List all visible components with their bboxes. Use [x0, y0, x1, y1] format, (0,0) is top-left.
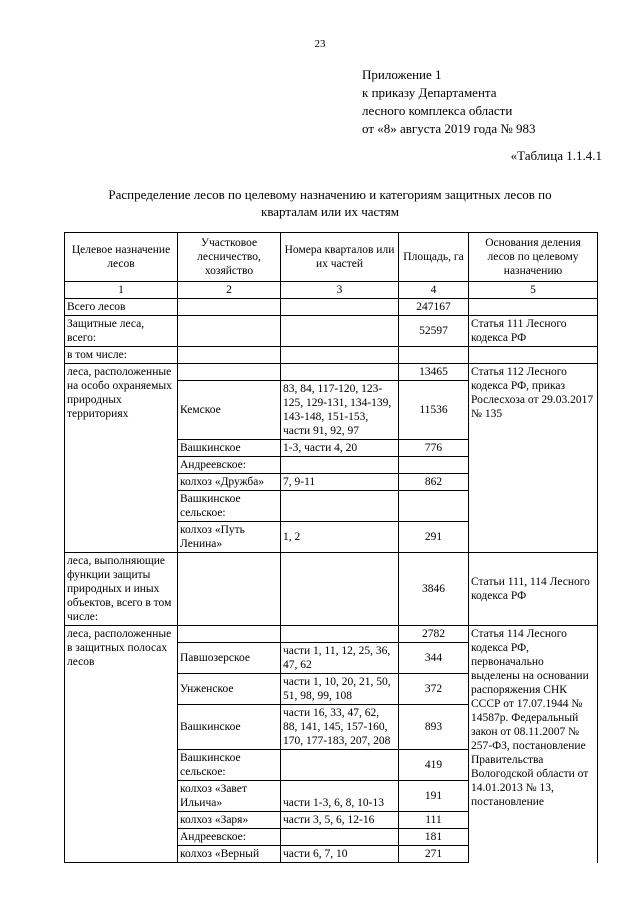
header-basis: Основания деления лесов по целевому назначению	[469, 233, 598, 282]
area-cell: 111	[399, 812, 469, 829]
appendix-line: к приказу Департамента	[362, 85, 497, 100]
forestry-cell: Кемское	[178, 381, 281, 440]
col-number: 3	[281, 282, 399, 299]
forestry-cell: Вашкинское	[178, 440, 281, 457]
area-cell: 11536	[399, 381, 469, 440]
quarters-cell: 1-3, части 4, 20	[281, 440, 399, 457]
quarters-cell: части 6, 7, 10	[281, 846, 399, 863]
table-row	[65, 299, 598, 316]
table-row	[65, 316, 598, 347]
area-cell: 372	[399, 674, 469, 705]
purpose-cell: Всего лесов	[65, 299, 178, 316]
col-number: 5	[469, 282, 598, 299]
quarters-cell: 83, 84, 117-120, 123-125, 129-131, 134-139, 143-148, 151-153, части 91, 92, 97	[281, 381, 399, 440]
forestry-cell: Унженское	[178, 674, 281, 705]
area-cell: 271	[399, 846, 469, 863]
area-cell: 3846	[399, 553, 469, 626]
table-row	[65, 553, 598, 626]
quarters-cell: части 1, 11, 12, 25, 36, 47, 62	[281, 643, 399, 674]
document-title	[60, 186, 600, 220]
title-line: кварталам или их частям	[261, 204, 399, 219]
quarters-cell: 1, 2	[281, 522, 399, 553]
appendix-line: Приложение 1	[362, 67, 442, 82]
col-number: 1	[65, 282, 178, 299]
purpose-cell: леса, расположенные на особо охраняемых природных территориях	[65, 364, 178, 553]
area-cell: 862	[399, 474, 469, 491]
forestry-cell: Андреевское:	[178, 457, 281, 474]
forestry-cell: колхоз «Завет Ильича»	[178, 781, 281, 812]
forestry-cell: колхоз «Путь Ленина»	[178, 522, 281, 553]
area-cell: 344	[399, 643, 469, 674]
quarters-cell: 7, 9-11	[281, 474, 399, 491]
quarters-cell: части 16, 33, 47, 62, 88, 141, 145, 157-160, 170, 177-183, 207, 208	[281, 705, 399, 750]
quarters-cell: части 3, 5, 6, 12-16	[281, 812, 399, 829]
purpose-cell: Защитные леса, всего:	[65, 316, 178, 347]
basis-cell: Статья 112 Лесного кодекса РФ, приказ Рослесхоза от 29.03.2017 № 135	[469, 364, 598, 553]
area-cell: 419	[399, 750, 469, 781]
area-cell: 291	[399, 522, 469, 553]
title-line: Распределение лесов по целевому назначению и категориям защитных лесов по	[108, 187, 552, 202]
forestry-cell: Вашкинское сельское:	[178, 750, 281, 781]
table-id: «Таблица 1.1.4.1	[510, 148, 602, 163]
forestry-cell: колхоз «Заря»	[178, 812, 281, 829]
area-cell: 191	[399, 781, 469, 812]
purpose-cell: леса, выполняющие функции защиты природных и иных объектов, всего в том числе:	[65, 553, 178, 626]
forestry-cell: Вашкинское	[178, 705, 281, 750]
table-header-row	[65, 233, 598, 282]
area-cell: 2782	[399, 626, 469, 643]
appendix-header	[362, 66, 536, 138]
column-number-row	[65, 282, 598, 299]
area-cell: 52597	[399, 316, 469, 347]
purpose-cell: леса, расположенные в защитных полосах лесов	[65, 626, 178, 863]
area-cell: 13465	[399, 364, 469, 381]
col-number: 2	[178, 282, 281, 299]
basis-cell: Статьи 111, 114 Лесного кодекса РФ	[469, 553, 598, 626]
quarters-cell: части 1-3, 6, 8, 10-13	[281, 781, 399, 812]
table-row	[65, 364, 598, 381]
quarters-cell: части 1, 10, 20, 21, 50, 51, 98, 99, 108	[281, 674, 399, 705]
table-row	[65, 347, 598, 364]
appendix-line: лесного комплекса области	[362, 103, 513, 118]
header-quarters: Номера кварталов или их частей	[281, 233, 399, 282]
col-number: 4	[399, 282, 469, 299]
basis-cell: Статья 111 Лесного кодекса РФ	[469, 316, 598, 347]
header-area: Площадь, га	[399, 233, 469, 282]
area-cell: 893	[399, 705, 469, 750]
forestry-cell: Вашкинское сельское:	[178, 491, 281, 522]
header-forestry: Участковое лесничество, хозяйство	[178, 233, 281, 282]
page-number: 23	[314, 38, 326, 50]
forestry-cell: Андреевское:	[178, 829, 281, 846]
forestry-cell: Павшозерское	[178, 643, 281, 674]
forest-distribution-table	[64, 232, 598, 863]
area-cell: 776	[399, 440, 469, 457]
header-purpose: Целевое назначение лесов	[65, 233, 178, 282]
area-cell: 247167	[399, 299, 469, 316]
basis-cell: Статья 114 Лесного кодекса РФ, первоначально выделены на основании распоряжения СНК СССР от 17.07.1944 № 14587р. Федеральный закон от 08.11.2007 № 257-ФЗ, постановление Правительства Вологодской области от 14.01.2013 № 13, постановление	[469, 626, 598, 863]
forestry-cell: колхоз «Дружба»	[178, 474, 281, 491]
area-cell: 181	[399, 829, 469, 846]
appendix-line: от «8» августа 2019 года № 983	[362, 121, 536, 136]
purpose-cell: в том числе:	[65, 347, 178, 364]
table-row	[65, 626, 598, 643]
forestry-cell: колхоз «Верный	[178, 846, 281, 863]
